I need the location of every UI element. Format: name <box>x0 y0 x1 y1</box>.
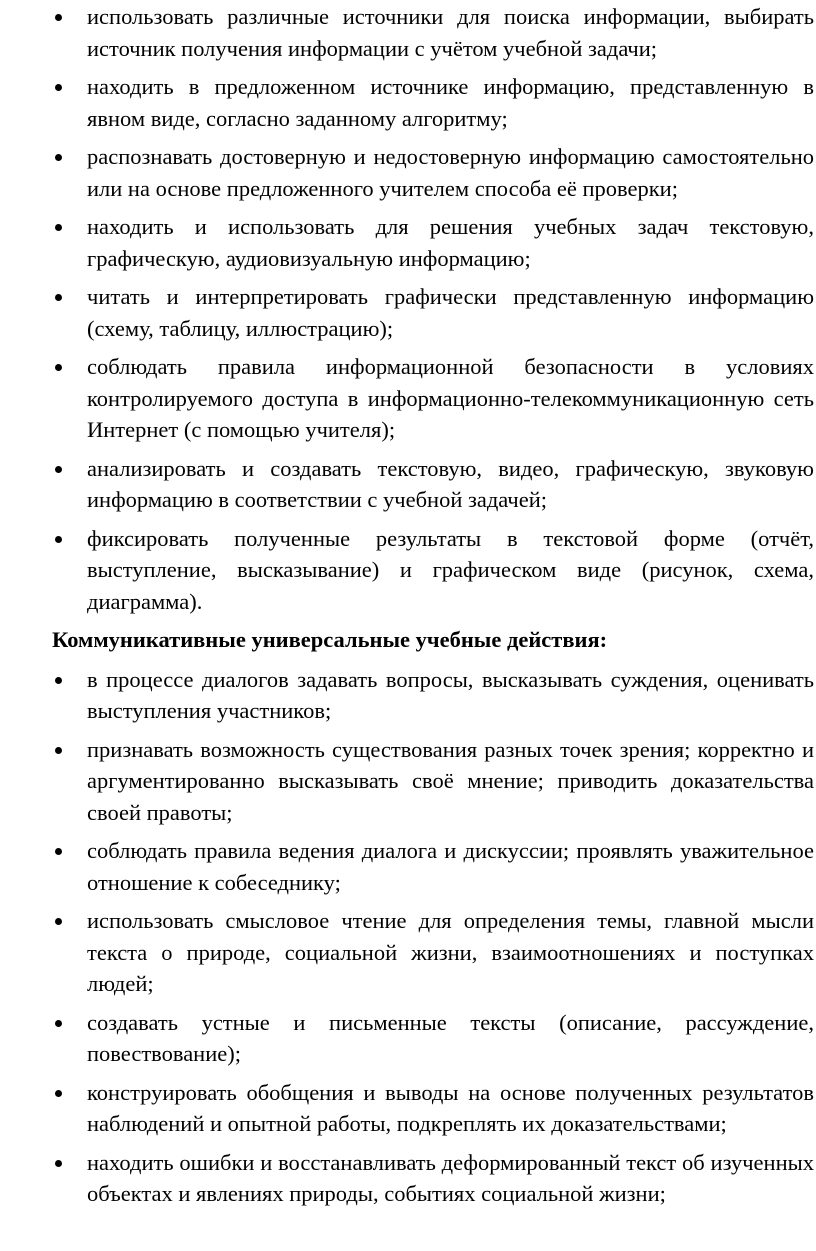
section-heading: Коммуникативные универсальные учебные действия: <box>52 627 608 652</box>
communication-skills-list <box>0 664 816 1210</box>
list-item-text: находить ошибки и восстанавливать деформированный текст об изученных объектах и явлениях природы, событиях социальной жизни; <box>87 1149 814 1206</box>
list-item-text: использовать различные источники для поиска информации, выбирать источник получения информации с учётом учебной задачи; <box>87 4 814 61</box>
list-item-text: читать и интерпретировать графически представленную информацию (схему, таблицу, иллюстрацию); <box>87 284 814 341</box>
bullet-icon <box>55 224 62 231</box>
list-item <box>0 351 816 446</box>
list-item <box>0 905 816 1000</box>
list-item-text: соблюдать правила ведения диалога и дискуссии; проявлять уважительное отношение к собеседнику; <box>87 838 814 895</box>
list-item-text: использовать смысловое чтение для определения темы, главной мысли текста о природе, социальной жизни, взаимоотношениях и поступках людей; <box>87 908 814 996</box>
bullet-icon <box>55 918 62 925</box>
bullet-icon <box>55 466 62 473</box>
list-item-text: находить в предложенном источнике информацию, представленную в явном виде, согласно заданному алгоритму; <box>87 74 814 131</box>
bullet-icon <box>55 294 62 301</box>
list-item-text: распознавать достоверную и недостоверную информацию самостоятельно или на основе предложенного учителем способа её проверки; <box>87 144 814 201</box>
list-item <box>0 835 816 898</box>
list-item <box>0 523 816 618</box>
list-item <box>0 1 816 64</box>
list-item <box>0 1077 816 1140</box>
list-item <box>0 281 816 344</box>
bullet-icon <box>55 1020 62 1027</box>
bullet-icon <box>55 1160 62 1167</box>
list-item <box>0 453 816 516</box>
list-item <box>0 664 816 727</box>
list-item-text: создавать устные и письменные тексты (описание, рассуждение, повествование); <box>87 1009 814 1066</box>
list-item <box>0 1147 816 1210</box>
list-item-text: находить и использовать для решения учебных задач текстовую, графическую, аудиовизуальную информацию; <box>87 214 814 271</box>
bullet-icon <box>55 848 62 855</box>
bullet-icon <box>55 154 62 161</box>
list-item <box>0 141 816 204</box>
bullet-icon <box>55 536 62 543</box>
list-item-text: в процессе диалогов задавать вопросы, высказывать суждения, оценивать выступления участников; <box>87 666 814 723</box>
list-item <box>0 71 816 134</box>
list-item-text: фиксировать полученные результаты в текстовой форме (отчёт, выступление, высказывание) и графическом виде (рисунок, схема, диаграмма). <box>87 525 814 614</box>
bullet-icon <box>55 747 62 754</box>
bullet-icon <box>55 1090 62 1097</box>
list-item-text: конструировать обобщения и выводы на основе полученных результатов наблюдений и опытной работы, подкреплять их доказательствами; <box>87 1079 814 1136</box>
bullet-icon <box>55 14 62 21</box>
list-item <box>0 1007 816 1070</box>
list-item-text: признавать возможность существования разных точек зрения; корректно и аргументированно высказывать своё мнение; приводить доказательства своей правоты; <box>87 736 814 825</box>
list-item <box>0 734 816 829</box>
info-skills-list <box>0 1 816 617</box>
list-item-text: соблюдать правила информационной безопасности в условиях контролируемого доступа в информационно-телекоммуникационную сеть Интернет (с помощью учителя); <box>87 354 814 442</box>
bullet-icon <box>55 364 62 371</box>
bullet-icon <box>55 84 62 91</box>
list-item-text: анализировать и создавать текстовую, видео, графическую, звуковую информацию в соответствии с учебной задачей; <box>87 455 814 512</box>
list-item <box>0 211 816 274</box>
bullet-icon <box>55 677 62 684</box>
